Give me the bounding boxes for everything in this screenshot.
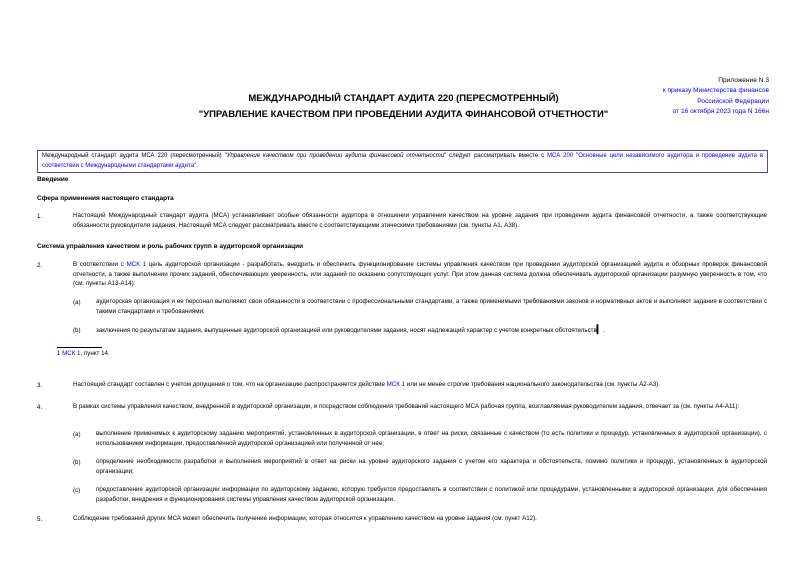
para2-text — [73, 260, 767, 289]
para3-text — [73, 380, 767, 390]
intro-heading: Введение — [37, 176, 69, 183]
note-text-4: ". — [194, 162, 198, 169]
para4-c-text: предоставление аудиторской организации информации по аудиторскому заданию, которую требуется предоставлять в соответствии с политикой или процедурами, установленными в аудиторской организации, для обеспечения разработки, внедрения и функционирования системы управления качеством аудиторской организации. — [96, 486, 767, 503]
para4-number: 4. — [37, 404, 43, 411]
note-text-3: " — [573, 153, 579, 159]
para4-text: В рамках системы управления качеством, внедренной в аудиторской организации, и посредством соблюдения требований настоящего МСА рабочая группа, возглавляемая руководителем задания, отвечает за (см. пункты А4-А11): — [73, 403, 740, 410]
appendix-ministry-link[interactable]: Российской Федерации — [697, 97, 769, 105]
page-title: МЕЖДУНАРОДНЫЙ СТАНДАРТ АУДИТА 220 (ПЕРЕСМОТРЕННЫЙ) — [248, 93, 559, 104]
para4-c-label: (c) — [73, 487, 81, 494]
para2-b-body: заключения по результатам задания, выпущенные аудиторской организацией или руководителями задания, носят надлежащий характер с учетом конкретных обстоятельств — [96, 327, 597, 334]
para2-pre: В соответствии с — [73, 261, 127, 268]
note-box — [37, 150, 768, 173]
note-text-1: Международный стандарт аудита МСА 220 (пересмотренный) " — [42, 153, 227, 159]
footnote-marker: 1 — [57, 351, 61, 357]
page-subtitle: "УПРАВЛЕНИЕ КАЧЕСТВОМ ПРИ ПРОВЕДЕНИИ АУДИТА ФИНАНСОВОЙ ОТЧЕТНОСТИ" — [198, 109, 609, 120]
para3-pre: Настоящий стандарт составлен с учетом допущения о том, что на организацию распространяется действие — [73, 381, 387, 388]
appendix-date-link[interactable]: от 16 октября 2023 года N 166н — [672, 108, 769, 116]
note-text-2: " следует рассматривать вместе с — [444, 153, 548, 159]
para3-link-msk1[interactable]: МСК 1 — [386, 381, 406, 388]
footnote — [57, 349, 110, 360]
para1-text: Настоящий Международный стандарт аудита (МСА) устанавливает особые обязанности аудитора в отношении управления качеством на уровне задания при проведении аудита финансовой отчетности, а также соответствующие обязанности руководителя задания. Настоящий МСА следует рассматривать вместе с соответствующими этическими требованиями (см. пункты А1, А38). — [73, 212, 767, 229]
para5-number: 5. — [37, 516, 43, 523]
para5-text: Соблюдение требований других МСА может обеспечить получение информации, которая относится к управлению качеством на уровне задания (см. пункт А12). — [73, 515, 537, 522]
footnote-text: , пункт 14. — [80, 350, 110, 357]
para2-a-text: аудиторская организация и ее персонал выполняют свои обязанности в соответствии с профессиональными стандартами, а также применимыми требованиями законов и нормативных актов и выполняют задания в соответствии с такими стандартами и требованиями; — [96, 298, 767, 315]
para3-post: или не менее строгие требования национального законодательства (см. пункты А2-А3). — [405, 381, 661, 388]
note-link-msa200-title[interactable]: Основные цели независимого аудитора и проведение аудита в соответствии с Международными стандартами аудита — [42, 153, 764, 169]
para2-post: цель аудиторской организации - разработать, внедрить и обеспечить функционирование системы управления качеством при проведении аудиторской организацией аудита и обзорных проверок финансовой отчетности, а также выполнении прочих заданий, обеспечивающих уверенность, или заданий по оказанию сопутствующих услуг. При этом данная система должна обеспечивать аудиторской организации разумную уверенность в том, что (см. пункты А13-А14): — [73, 261, 767, 288]
para1-number: 1. — [37, 213, 43, 220]
para3-number: 3. — [37, 382, 43, 389]
para2-number: 2. — [37, 262, 43, 269]
para2-b-text: заключения по результатам задания, выпущенные аудиторской организацией или руководителями задания, носят надлежащий характер с учетом конкретных обстоятельств▎. — [96, 325, 605, 334]
system-heading: Система управления качеством и роль рабочих групп в аудиторской организации — [37, 243, 304, 250]
para2-b-label: (b) — [73, 327, 81, 334]
para4-b-text: определение необходимости разработки и выполнения мероприятий в ответ на риски на уровне аудиторского задания с учетом его характера и обстоятельств, помимо политики и процедур, установленных в аудиторской организации; — [96, 458, 767, 475]
para2-b-end-mark: ▎ — [596, 325, 603, 334]
note-italic: Управление качеством при проведении аудита финансовой отчетности — [226, 153, 445, 159]
appendix-order-link[interactable]: к приказу Министерства финансов — [662, 87, 769, 95]
para4-b-label: (b) — [73, 459, 81, 466]
footnote-divider — [57, 347, 102, 348]
para4-a-label: (a) — [73, 431, 81, 438]
para4-a-text: выполнение применимых к аудиторскому заданию мероприятий, установленных в аудиторской организации, в ответ на риски, связанные с качеством (то есть политики и процедур, установленных в аудиторской организации), с использованием информации, предоставленной аудиторской организацией или полученной от нее; — [96, 430, 767, 447]
note-link-msa200[interactable]: МСА 200 — [547, 153, 574, 159]
appendix-label: Приложение N 3 — [718, 77, 769, 84]
footnote-link-msk1[interactable]: МСК 1 — [62, 350, 81, 357]
para2-link-msk1[interactable]: МСК 1 — [126, 261, 147, 268]
scope-heading: Сфера применения настоящего стандарта — [37, 195, 174, 202]
para2-a-label: (a) — [73, 299, 81, 306]
